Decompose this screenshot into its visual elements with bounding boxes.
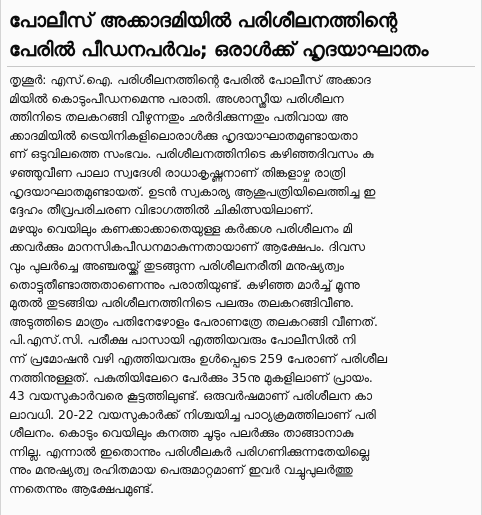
- headline-divider: [7, 66, 475, 67]
- text-line: 43 വയസുകാർവരെ കൂട്ടത്തിലുണ്ട്. ഒരുവർഷമാണ് പരിശീലന കാ: [9, 389, 373, 404]
- text-line: ന്നതെന്നും ആക്ഷേപമുണ്ട്.: [9, 482, 154, 497]
- paragraph-3: [9, 331, 475, 498]
- text-line: നത്തിനുള്ളത്. പകുതിയിലേറെ പേർക്കും 35നു മുകളിലാണ് പ്രായം.: [9, 370, 373, 385]
- text-line: ലാവധി. 20-22 വയസുകാർക്ക് നിശ്ചയിച്ച പാഠ്യക്രമത്തിലാണ് പരി: [9, 407, 376, 422]
- text-line: അടുത്തിടെ മാത്രം പതിനേഴോളം പേരാണത്രേ തലകറങ്ങി വീണത്.: [9, 314, 378, 329]
- headline: [1, 0, 481, 64]
- text-line: ന്ന് പ്രമോഷൻ വഴി എത്തിയവരും ഉൾപ്പെടെ 259 പേരാണ് പരിശീല: [9, 351, 387, 366]
- text-line: ദ്ദേഹം തീവ്രപരിചരണ വിഭാഗത്തിൽ ചികിത്സയിലാണ്.: [9, 203, 314, 218]
- article-body: [1, 71, 481, 499]
- paragraph-1: [9, 71, 475, 220]
- text-line: മുതൽ തുടങ്ങിയ പരിശീലനത്തിനിടെ പലരും തലകറങ്ങിവീണു.: [9, 296, 354, 311]
- text-line: ഴഞ്ഞുവീണ പാലാ സ്വദേശി രാധാകൃഷ്ണനാണ് തിങ്കളാഴ്ച രാത്രി: [9, 165, 346, 180]
- headline-line: പേരിൽ പീഡനപർവം; ഒരാൾക്ക് ഹൃദയാഘാതം: [9, 38, 429, 61]
- headline-line: പോലീസ് അക്കാദമിയിൽ പരിശീലനത്തിന്റെ: [9, 9, 397, 32]
- text-line: ക്കവർക്കും മാനസികപീഡനമാകുന്നതായാണ് ആക്ഷേപം. ദിവസ: [9, 240, 365, 255]
- text-line: ന്നില്ല. എന്നാൽ ഇതൊന്നും പരിശീലകർ പരിഗണിക്കുന്നതേയില്ലെ: [9, 444, 370, 459]
- text-line: മിയിൽ കൊടുംപീഡനമെന്നു പരാതി. അശാസ്ത്രീയ പരിശീലന: [9, 91, 344, 106]
- text-line: തൊട്ടുതീണ്ടാത്തതാണെന്നും പരാതിയുണ്ട്. കഴിഞ്ഞ മാർച്ച് മൂന്നു: [9, 277, 360, 292]
- text-line: പി.എസ്.സി. പരീക്ഷ പാസായി എത്തിയവരും പോലീസിൽ നി: [9, 333, 356, 348]
- text-line: ക്കാദമിയിൽ ട്രെയിനികളിലൊരാൾക്കു ഹൃദയാഘാതമുണ്ടായതാ: [9, 128, 358, 143]
- text-line: തൃശൂർ: എസ്.ഐ. പരിശീലനത്തിന്റെ പേരിൽ പോലീസ് അക്കാദ: [9, 73, 371, 87]
- text-line: വും പുലർച്ചെ അഞ്ചരയ്ക്ക് തുടങ്ങുന്ന പരിശീലനരീതി മനുഷ്യത്വം: [9, 258, 344, 273]
- text-line: ന്നും മനുഷ്യത്വ രഹിതമായ പെരുമാറ്റമാണ് ഇവർ വച്ചുപുലർത്തു: [9, 463, 353, 478]
- text-line: ശീലനം. കൊടും വെയിലും കനത്ത ചൂടും പലർക്കും താങ്ങാനാകു: [9, 426, 354, 441]
- text-line: ഹൃദയാഘാതമുണ്ടായത്. ഉടൻ സ്വകാര്യ ആശുപത്രിയിലെത്തിച്ച ഇ: [9, 184, 376, 199]
- text-line: മഴയും വെയിലും കണക്കാക്കാതെയുള്ള കർക്കശ പരിശീലനം മി: [9, 221, 353, 236]
- text-line: ണ് ഒടുവിലത്തെ സംഭവം. പരിശീലനത്തിനിടെ കഴിഞ്ഞദിവസം കു: [9, 147, 374, 162]
- text-line: ത്തിനിടെ തലകറങ്ങി വീഴുന്നതും ഛർദിക്കുന്നതും പതിവായ അ: [9, 110, 348, 125]
- paragraph-2: [9, 220, 475, 332]
